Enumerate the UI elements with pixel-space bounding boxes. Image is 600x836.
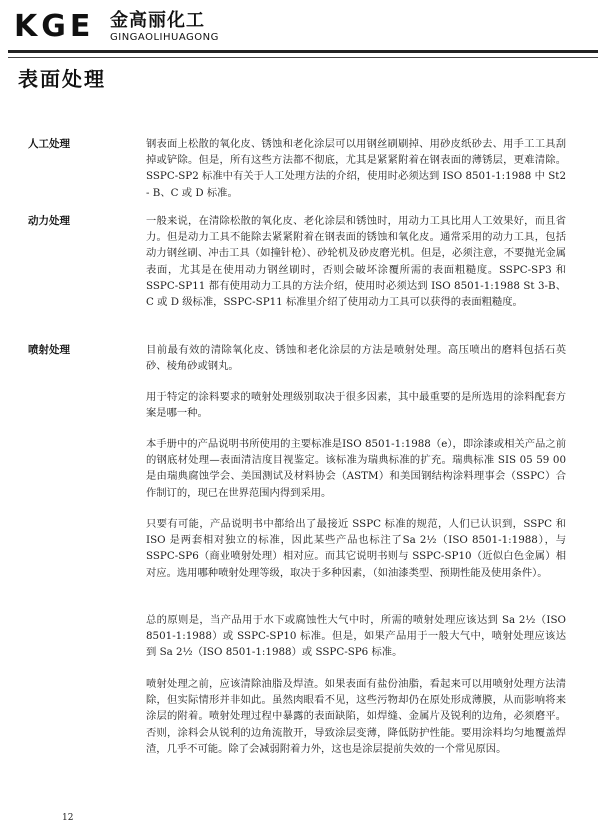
paragraph-power-tool: 一般来说，在清除松散的氧化皮、老化涂层和锈蚀时，用动力工具比用人工效果好，而且省力。但是动力工具不能除去紧紧附着在钢表面的锈蚀和氧化皮。通常采用的动力工具，包括动力钢丝刷、冲击工具（如撞针枪）、砂轮机及砂皮磨光机。但是，必须注意，不要抛光金属表面，尤其是在使用动力钢丝刷时，否则会破坏涂覆所需的表面粗糙度。SSPC-SP3 和 SSPC-SP11 都有使用动力工具的方法介绍，使用时必须达到 ISO 8501-1:1988 St 3-B、C 或 D 级标准，SSPC-SP11 标准里介绍了使用动力工具可以获得的表面粗糙度。 (146, 215, 566, 309)
page-number: 12 (62, 813, 74, 823)
logo-mark: KGE (14, 9, 95, 44)
section-label-power-tool: 动力处理 (28, 215, 70, 227)
paragraph-manual: 钢表面上松散的氧化皮、锈蚀和老化涂层可以用钢丝刷刷掉、用砂皮纸砂去、用手工工具刮掉或铲除。但是，所有这些方法都不彻底，尤其是紧紧附着在钢表面的薄锈层，更难清除。SSPC-SP2 标准中有关于人工处理方法的介绍，使用时必须达到 ISO 8501-1:1988 中 St2 - B、C 或 D 标准。 (146, 138, 566, 199)
page-header (0, 0, 600, 60)
paragraph-blasting-6: 喷射处理之前，应该清除油脂及焊渣。如果表面有盐份油脂，看起来可以用喷射处理方法清除，但实际情形并非如此。虽然肉眼看不见，这些污物却仍在原处形成薄膜，从而影响将来涂层的附着。喷射处理过程中暴露的表面缺陷，如焊缝、金属片及锐利的边角，必须磨平。否则，涂料会从锐利的边角流散开，导致涂层变薄，降低防护性能。要用涂料均匀地覆盖焊渣，几乎不可能。除了会减弱附着力外，这也是涂层提前失效的一个常见原因。 (146, 678, 566, 755)
section-label-manual: 人工处理 (28, 138, 70, 150)
page-title: 表面处理 (18, 67, 106, 91)
logo-chinese-name: 金高丽化工 (110, 10, 205, 31)
logo-pinyin: GINGAOLIHUAGONG (110, 32, 219, 43)
paragraph-blasting-5: 总的原则是，当产品用于水下或腐蚀性大气中时，所需的喷射处理应该达到 Sa 2½（ISO 8501-1:1988）或 SSPC-SP10 标准。但是，如果产品用于一般大气中，喷射处理应该达到 Sa 2½（ISO 8501-1:1988）或 SSPC-SP6 标准。 (146, 614, 566, 659)
section-label-blasting: 喷射处理 (28, 344, 70, 356)
header-rule-thin (8, 57, 598, 58)
paragraph-blasting-3: 本手册中的产品说明书所使用的主要标准是ISO 8501-1:1988（e），即涂漆或相关产品之前的钢底材处理—表面清洁度目视鉴定。该标准为瑞典标准的扩充。瑞典标准 SIS 05 59 00 是由瑞典腐蚀学会、美国测试及材料协会（ASTM）和美国钢结构涂料理事会（SSPC）合作制订的，现已在世界范围内得到采用。 (146, 438, 566, 499)
paragraph-blasting-4: 只要有可能，产品说明书中都给出了最接近 SSPC 标准的规范，人们已认识到，SSPC 和 ISO 是两套相对独立的标准，因此某些产品也标注了Sa 2½（ISO 8501-1:1988），与 SSPC-SP6（商业喷射处理）相对应。而其它说明书则与 SSPC-SP10（近似白色金属）相对应。选用哪种喷射处理等级，取决于多种因素，（如油漆类型、预期性能及使用条件）。 (146, 518, 566, 579)
paragraph-blasting-1: 目前最有效的清除氧化皮、锈蚀和老化涂层的方法是喷射处理。高压喷出的磨料包括石英砂、棱角砂或钢丸。 (146, 344, 566, 373)
paragraph-blasting-2: 用于特定的涂料要求的喷射处理级别取决于很多因素，其中最重要的是所选用的涂料配套方案是哪一种。 (146, 391, 566, 420)
header-rule-thick (8, 50, 598, 53)
